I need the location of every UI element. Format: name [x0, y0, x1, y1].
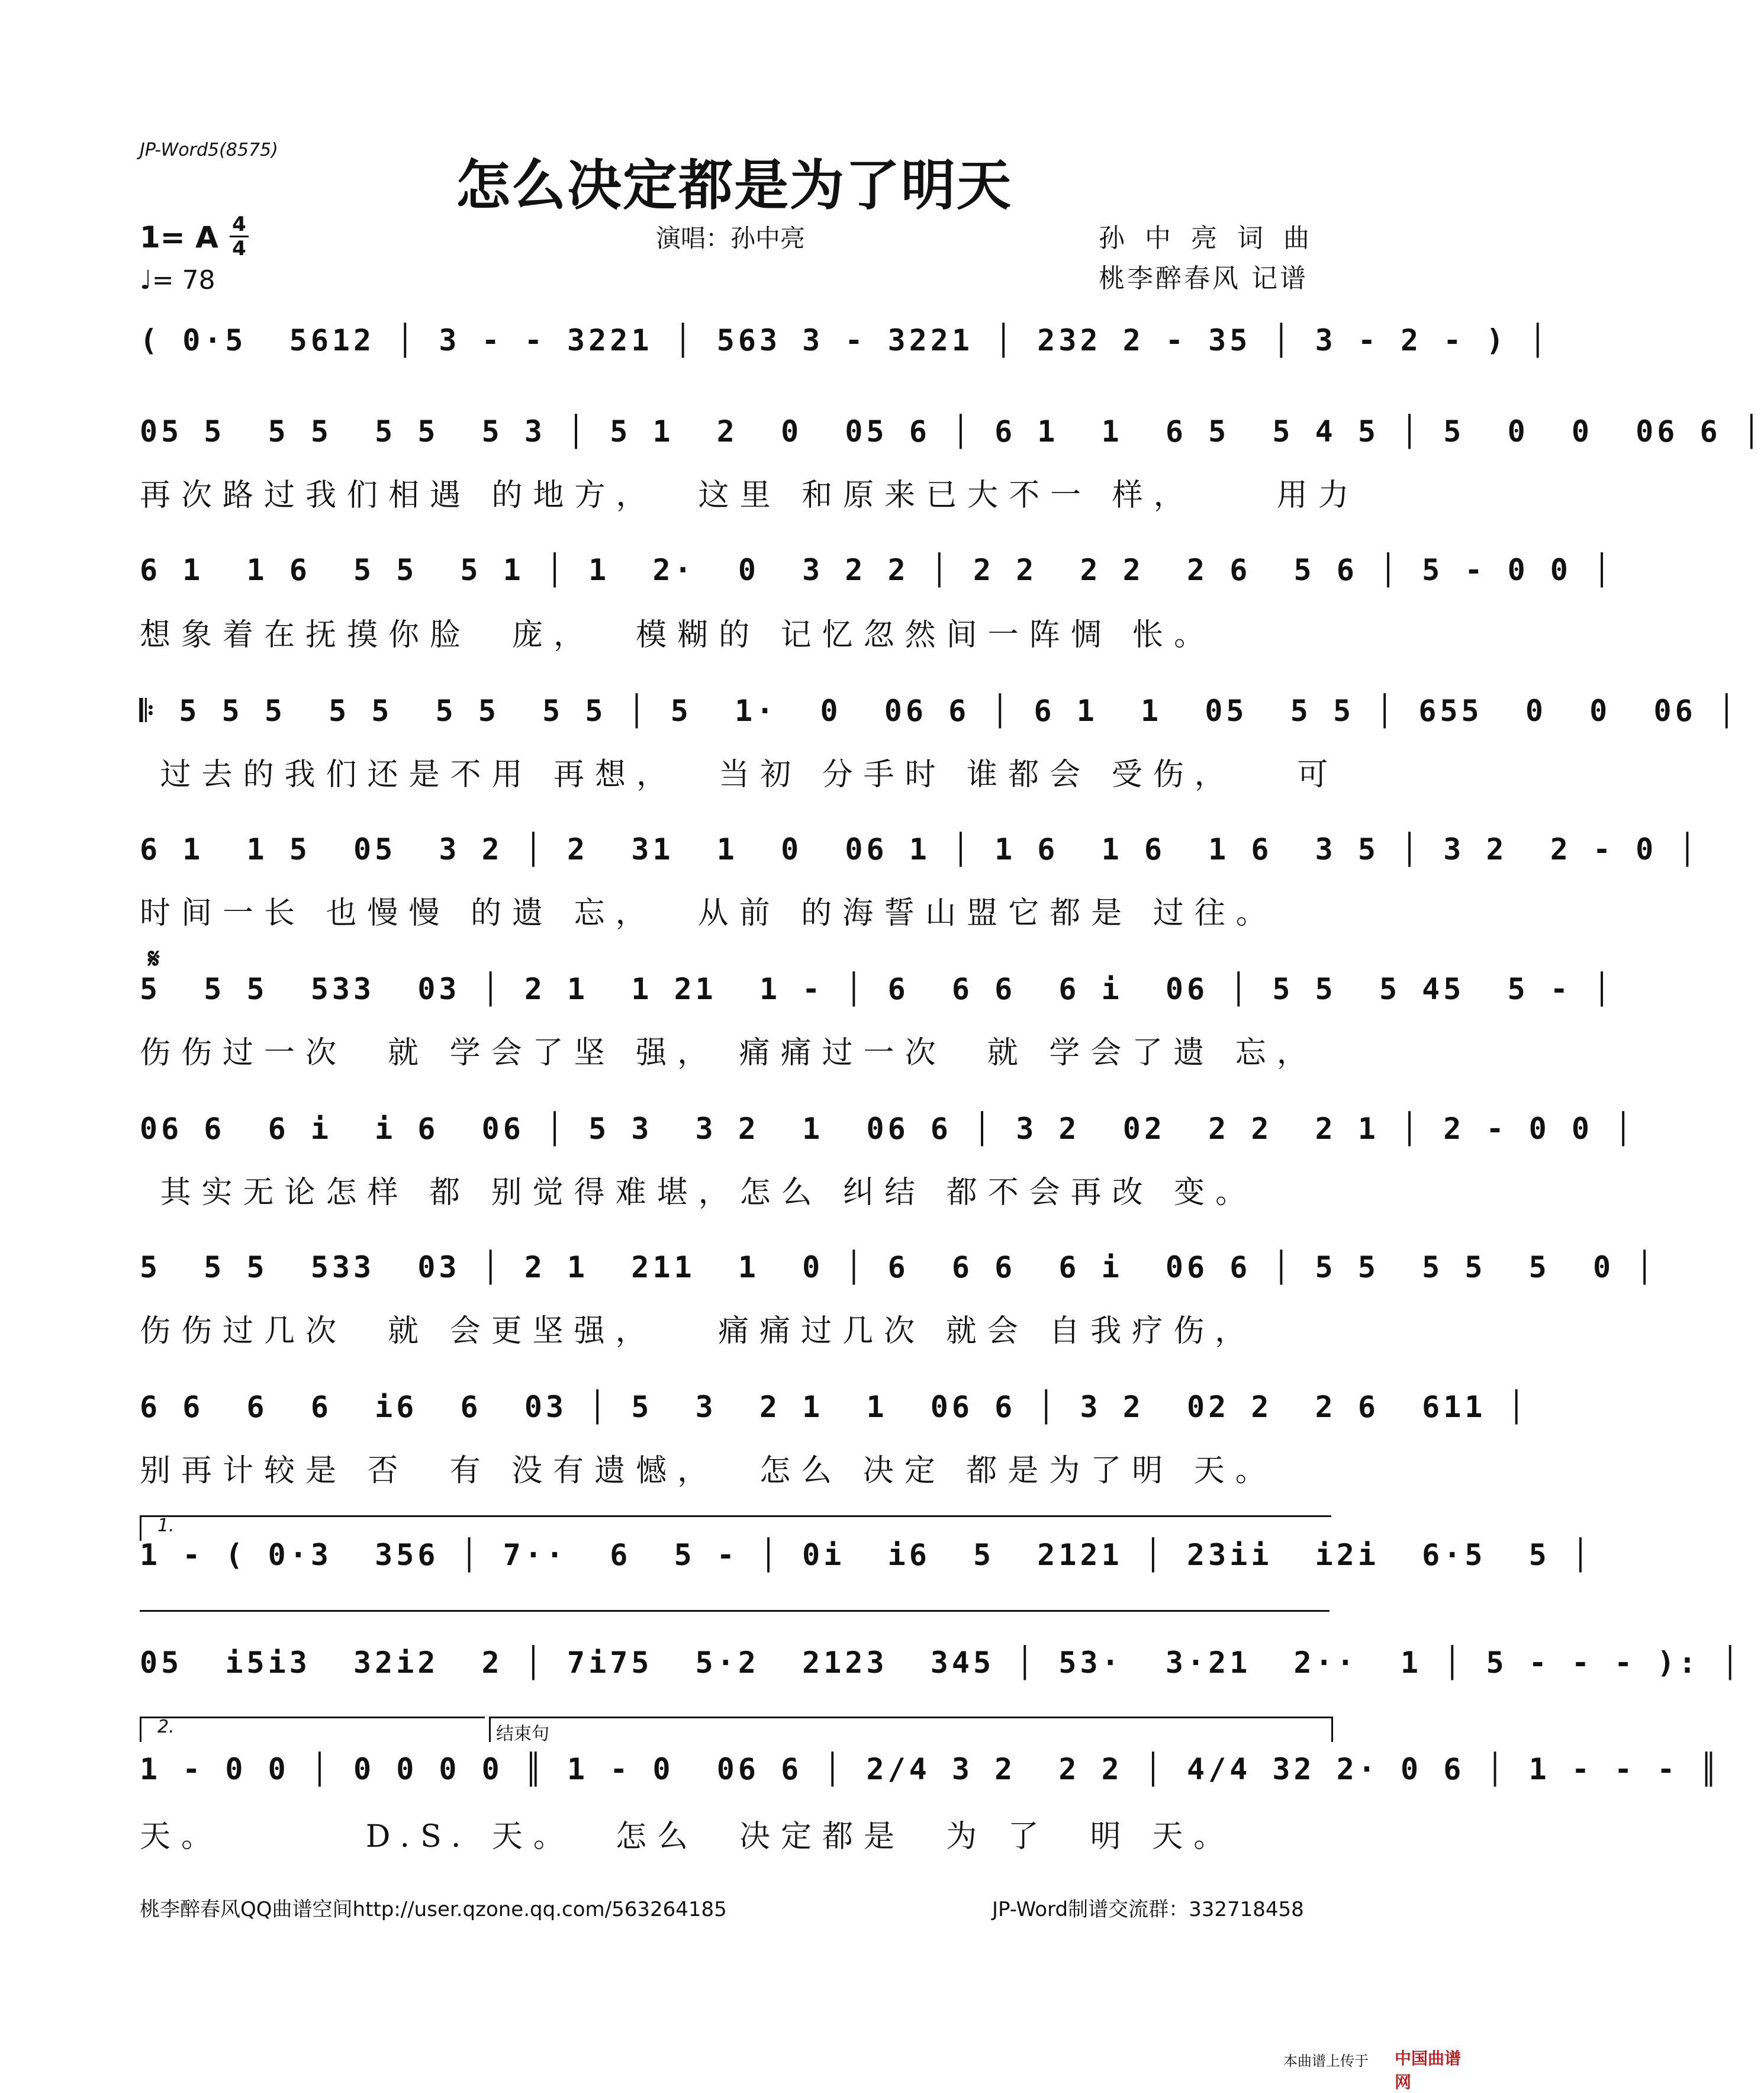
footer-qzone-link: 桃李醉春风QQ曲谱空间http://user.qzone.qq.com/563264185	[140, 1898, 727, 1921]
coda-label: 结束句	[496, 1724, 549, 1744]
volta-2-label: 2.	[157, 1717, 175, 1737]
notation-line-7: 06 6 6 i i 6 06 │ 5 3 3 2 1 06 6 │ 3 2 02 2 2 2 1 │ 2 - 0 0 │	[140, 1112, 1636, 1146]
lyric-line-8: 伤伤过几次 就 会更坚强， 痛痛过几次 就会 自我疗伤，	[140, 1313, 1257, 1349]
notation-line-9: 6 6 6 6 i6 6 03 │ 5 3 2 1 1 06 6 │ 3 2 02 2 2 6 611 │	[140, 1390, 1529, 1424]
volta-1-label: 1.	[157, 1515, 175, 1536]
lyric-line-12: 天。 D.S. 天。 怎么 决定都是 为 了 明 天。	[140, 1819, 1235, 1854]
notation-line-3: 6 1 1 6 5 5 5 1 │ 1 2· 0 3 2 2 │ 2 2 2 2 2 6 5 6 │ 5 - 0 0 │	[140, 553, 1615, 587]
tempo-mark: ♩= 78	[140, 265, 215, 295]
lyric-line-3: 想象着在抚摸你脸 庞， 模糊的 记忆忽然间一阵惆 怅。	[140, 617, 1216, 653]
notation-line-1: ( 0·5 5612 │ 3 - - 3221 │ 563 3 - 3221 │ 232 2 - 35 │ 3 - 2 - ) │	[140, 323, 1550, 358]
notation-line-6: 5 5 5 533 03 │ 2 1 1 21 1 - │ 6 6 6 6 i 06 │ 5 5 5 45 5 - │	[140, 972, 1615, 1006]
volta-1-continuation-line	[140, 1610, 1330, 1612]
upload-note: 本曲谱上传于	[1283, 2053, 1369, 2069]
lyric-line-9: 别再计较是 否 有 没有遗憾， 怎么 决定 都是为了明 天。	[140, 1453, 1277, 1489]
key-signature: 1= A	[140, 220, 218, 255]
notation-line-8: 5 5 5 533 03 │ 2 1 211 1 0 │ 6 6 6 6 i 06 6 │ 5 5 5 5 5 0 │	[140, 1250, 1657, 1284]
notation-line-4: 𝄆 5 5 5 5 5 5 5 5 5 │ 5 1· 0 06 6 │ 6 1 1 05 5 5 │ 655 0 0 06 │	[140, 694, 1739, 728]
footer-group-info: JP-Word制谱交流群：332718458	[992, 1898, 1304, 1921]
notation-line-5: 6 1 1 5 05 3 2 │ 2 31 1 0 06 1 │ 1 6 1 6 1 6 3 5 │ 3 2 2 - 0 │	[140, 832, 1700, 867]
notation-line-2: 05 5 5 5 5 5 5 3 │ 5 1 2 0 05 6 │ 6 1 1 6 5 5 4 5 │ 5 0 0 06 6 │	[140, 414, 1764, 449]
software-label: JP-Word5(8575)	[140, 140, 278, 160]
site-logo: 中国曲谱网	[1395, 2049, 1462, 2092]
notation-line-11: 05 i5i3 32i2 2 │ 7i75 5·2 2123 345 │ 53· 3·21 2·· 1 │ 5 - - - ): │	[140, 1646, 1743, 1680]
time-signature	[230, 214, 249, 259]
segno-mark: 𝄋	[148, 942, 160, 974]
composer-credit: 孙中亮词曲	[1099, 223, 1330, 253]
lyric-line-4: 过去的我们还是不用 再想， 当初 分手时 谁都会 受伤， 可	[140, 757, 1339, 793]
song-title: 怎么决定都是为了明天	[455, 153, 1012, 217]
time-signature-top: 4	[232, 212, 246, 236]
singer-credit: 演唱：孙中亮	[656, 224, 806, 253]
volta-1-bracket	[140, 1515, 1331, 1541]
lyric-line-6: 伤伤过一次 就 学会了坚 强， 痛痛过一次 就 学会了遗 忘，	[140, 1035, 1318, 1071]
lyric-line-7: 其实无论怎样 都 别觉得难堪，怎么 纠结 都不会再改 变。	[140, 1175, 1257, 1210]
time-signature-bottom: 4	[232, 237, 246, 260]
transcriber-credit: 桃李醉春风 记谱	[1099, 263, 1308, 294]
lyric-line-5: 时间一长 也慢慢 的遗 忘， 从前 的海誓山盟它都是 过往。	[140, 896, 1277, 931]
notation-line-12: 1 - 0 0 │ 0 0 0 0 ║ 1 - 0 06 6 │ 2/4 3 2 2 2 │ 4/4 32 2· 0 6 │ 1 - - - ║	[140, 1752, 1721, 1786]
volta-2-bracket	[140, 1717, 485, 1742]
coda-bracket	[489, 1717, 1333, 1742]
notation-line-10: 1 - ( 0·3 356 │ 7·· 6 5 - │ 0i i6 5 2121 │ 23ii i2i 6·5 5 │	[140, 1538, 1593, 1572]
lyric-line-2: 再次路过我们相遇 的地方， 这里 和原来已大不一 样， 用力	[140, 478, 1360, 513]
